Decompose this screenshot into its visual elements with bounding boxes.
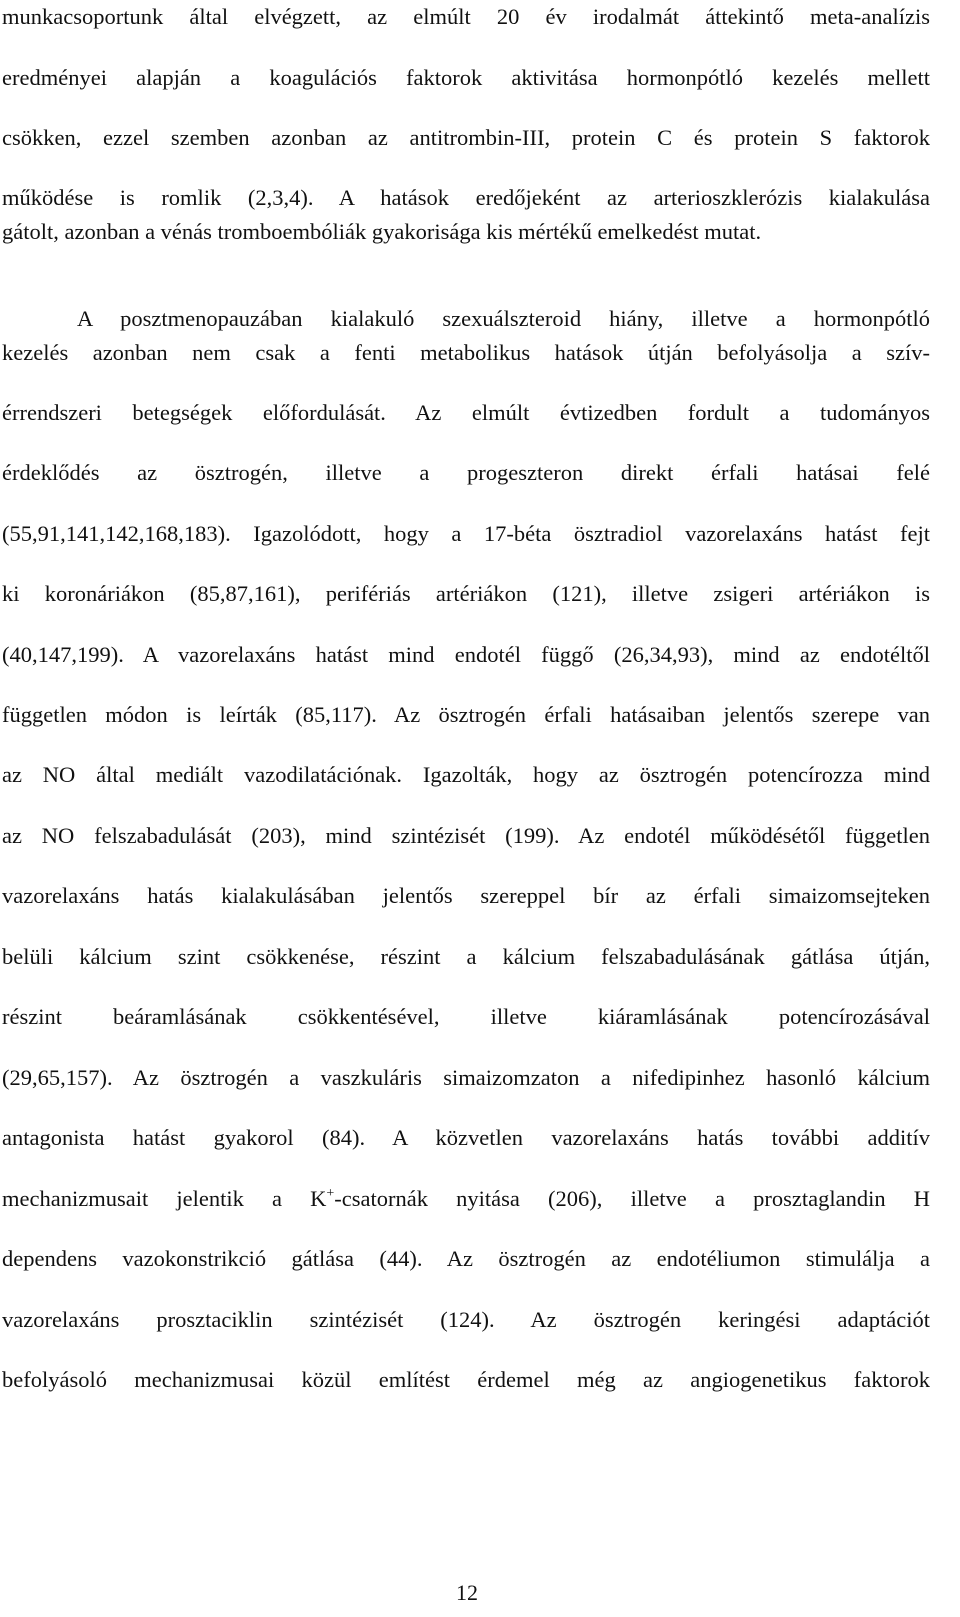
text-segment: -csatornák nyitása (206), illetve a prosztaglandin H <box>334 1186 930 1211</box>
text-line: munkacsoportunk által elvégzett, az elmúlt 20 év irodalmát áttekintő meta-analízis <box>2 4 930 29</box>
text-line: dependens vazokonstrikció gátlása (44). Az ösztrogén az endotéliumon stimulálja a <box>2 1246 930 1271</box>
text-line: kezelés azonban nem csak a fenti metabolikus hatások útján befolyásolja a szív- <box>2 340 930 365</box>
text-line: érrendszeri betegségek előfordulását. Az elmúlt évtizedben fordult a tudományos <box>2 400 930 425</box>
text-line: antagonista hatást gyakorol (84). A közvetlen vazorelaxáns hatás további additív <box>2 1125 930 1150</box>
text-line: (55,91,141,142,168,183). Igazolódott, hogy a 17-béta ösztradiol vazorelaxáns hatást fejt <box>2 521 930 546</box>
text-line: részint beáramlásának csökkentésével, illetve kiáramlásának potencírozásával <box>2 1004 930 1029</box>
text-line: belüli kálcium szint csökkenése, részint a kálcium felszabadulásának gátlása útján, <box>2 944 930 969</box>
text-line: befolyásoló mechanizmusai közül említést érdemel még az angiogenetikus faktorok <box>2 1367 930 1392</box>
text-line: az NO felszabadulását (203), mind szintézisét (199). Az endotél működésétől független <box>2 823 930 848</box>
text-line: ki koronáriákon (85,87,161), perifériás artériákon (121), illetve zsigeri artériákon is <box>2 581 930 606</box>
text-line-indented: A posztmenopauzában kialakuló szexuálszteroid hiány, illetve a hormonpótló <box>77 306 930 331</box>
text-line: vazorelaxáns hatás kialakulásában jelentős szereppel bír az érfali simaizomsejteken <box>2 883 930 908</box>
superscript-plus: + <box>326 1186 335 1201</box>
text-line: csökken, ezzel szemben azonban az antitrombin-III, protein C és protein S faktorok <box>2 125 930 150</box>
text-line: (29,65,157). Az ösztrogén a vaszkuláris simaizomzaton a nifedipinhez hasonló kálcium <box>2 1065 930 1090</box>
text-line: vazorelaxáns prosztaciklin szintézisét (124). Az ösztrogén keringési adaptációt <box>2 1307 930 1332</box>
text-line: gátolt, azonban a vénás tromboembóliák gyakorisága kis mértékű emelkedést mutat. <box>2 219 762 244</box>
page-number: 12 <box>456 1580 478 1605</box>
text-line: független módon is leírták (85,117). Az ösztrogén érfali hatásaiban jelentős szerepe van <box>2 702 930 727</box>
text-segment: mechanizmusait jelentik a K <box>2 1186 327 1211</box>
text-line-with-superscript <box>2 1184 930 1214</box>
text-line: eredményei alapján a koagulációs faktorok aktivitása hormonpótló kezelés mellett <box>2 65 930 90</box>
text-line: működése is romlik (2,3,4). A hatások eredőjeként az arterioszklerózis kialakulása <box>2 185 930 210</box>
text-line: érdeklődés az ösztrogén, illetve a progeszteron direkt érfali hatásai felé <box>2 460 930 485</box>
text-line: az NO által mediált vazodilatációnak. Igazolták, hogy az ösztrogén potencírozza mind <box>2 762 930 787</box>
text-line: (40,147,199). A vazorelaxáns hatást mind endotél függő (26,34,93), mind az endotéltől <box>2 642 930 667</box>
